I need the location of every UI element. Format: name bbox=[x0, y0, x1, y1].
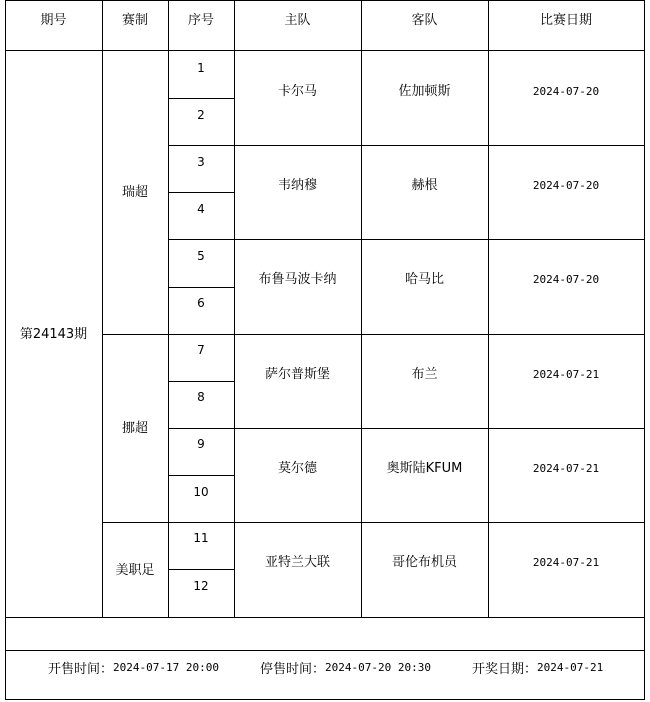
draw-date-label: 开奖日期： bbox=[472, 661, 538, 677]
sale-start-label: 开售时间： bbox=[48, 661, 114, 677]
seq-number: 7 bbox=[197, 343, 205, 357]
seq-number: 4 bbox=[197, 202, 205, 216]
seq-number: 6 bbox=[197, 296, 205, 310]
sale-start-value: 2024-07-17 20:00 bbox=[113, 660, 219, 674]
match-date: 2024-07-20 bbox=[532, 272, 600, 286]
sale-stop-label: 停售时间： bbox=[260, 661, 326, 677]
match-date: 2024-07-21 bbox=[532, 367, 600, 381]
sale-stop-value: 2024-07-20 20:30 bbox=[325, 660, 431, 674]
comp-sep-1 bbox=[102, 334, 645, 335]
match-date: 2024-07-21 bbox=[532, 461, 600, 475]
away-team: 布兰 bbox=[411, 366, 438, 382]
seq-sep bbox=[168, 381, 235, 382]
competition-eliteserien: 挪超 bbox=[121, 421, 148, 436]
border-bottom bbox=[5, 699, 645, 700]
home-team: 莫尔德 bbox=[277, 460, 317, 476]
match-sep bbox=[168, 145, 645, 146]
draw-date bbox=[472, 658, 603, 676]
seq-number: 3 bbox=[197, 155, 205, 169]
match-sep bbox=[168, 428, 645, 429]
match-date: 2024-07-20 bbox=[532, 84, 600, 98]
sale-stop bbox=[260, 658, 431, 676]
home-team: 亚特兰大联 bbox=[264, 554, 330, 570]
home-team: 韦纳穆 bbox=[277, 177, 317, 193]
match-date: 2024-07-21 bbox=[532, 555, 600, 569]
seq-sep bbox=[168, 475, 235, 476]
away-team: 佐加顿斯 bbox=[398, 83, 451, 99]
home-team: 萨尔普斯堡 bbox=[264, 366, 330, 382]
seq-sep bbox=[168, 287, 235, 288]
competition-mls: 美职足 bbox=[115, 562, 155, 578]
away-team: 奥斯陆KFUM bbox=[386, 460, 463, 476]
header-away: 客队 bbox=[411, 12, 438, 28]
away-team: 哥伦布机员 bbox=[391, 554, 457, 570]
seq-number: 5 bbox=[197, 249, 205, 263]
comp-sep-2 bbox=[102, 522, 645, 523]
seq-number: 8 bbox=[197, 390, 205, 404]
seq-number: 12 bbox=[193, 579, 209, 593]
seq-number: 10 bbox=[193, 485, 209, 499]
seq-sep bbox=[168, 98, 235, 99]
header-competition: 赛制 bbox=[121, 12, 148, 28]
seq-number: 11 bbox=[193, 531, 209, 545]
seq-number: 1 bbox=[197, 61, 205, 75]
home-team: 卡尔马 bbox=[277, 83, 317, 99]
sale-start bbox=[48, 658, 219, 676]
away-team: 哈马比 bbox=[404, 271, 444, 287]
period-value: 第24143期 bbox=[19, 326, 88, 342]
seq-sep bbox=[168, 192, 235, 193]
header-period: 期号 bbox=[40, 12, 67, 28]
seq-number: 2 bbox=[197, 108, 205, 122]
match-sep bbox=[168, 239, 645, 240]
border-right bbox=[644, 0, 645, 700]
header-home: 主队 bbox=[284, 12, 311, 28]
draw-date-value: 2024-07-21 bbox=[537, 660, 604, 674]
table-bottom-divider bbox=[5, 617, 645, 618]
away-team: 赫根 bbox=[411, 177, 438, 193]
match-date: 2024-07-20 bbox=[532, 178, 600, 192]
footer-divider bbox=[5, 650, 645, 651]
competition-allsvenskan: 瑞超 bbox=[121, 185, 148, 200]
header-seq: 序号 bbox=[187, 12, 214, 28]
header-date: 比赛日期 bbox=[539, 12, 592, 28]
border-top bbox=[5, 0, 645, 1]
seq-number: 9 bbox=[197, 437, 205, 451]
seq-sep bbox=[168, 569, 235, 570]
home-team: 布鲁马波卡纳 bbox=[258, 271, 337, 287]
